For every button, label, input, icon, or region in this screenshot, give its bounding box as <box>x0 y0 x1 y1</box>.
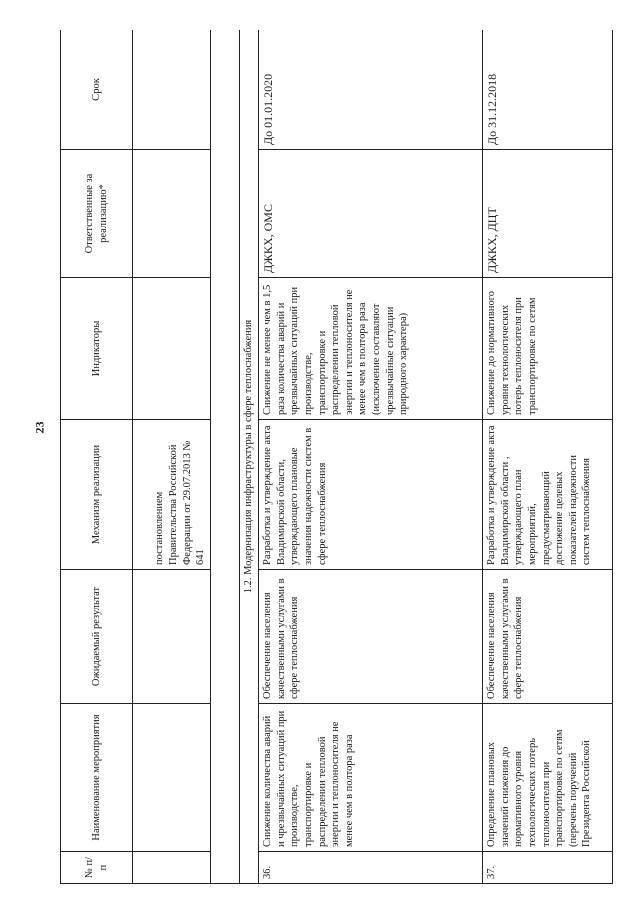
row-result: Обеспечение населения качественными услугами в сфере теплоснабжения <box>259 570 483 704</box>
table-row <box>483 30 613 884</box>
continued-indicators <box>133 278 211 420</box>
row-num: 37. <box>483 852 613 884</box>
row-responsible: ДЖКХ, ОМС <box>259 150 483 278</box>
header-indicators: Индикаторы <box>61 278 133 420</box>
row-name: Снижение количества аварий и чрезвычайных ситуаций при производстве, транспортировке и распределении тепловой энергии и теплоносителя не менее чем в полтора раза <box>259 704 483 852</box>
measures-table <box>60 30 613 884</box>
row-result: Обеспечение населения качественными услугами в сфере теплоснабжения <box>483 570 613 704</box>
header-result: Ожидаемый результат <box>61 570 133 704</box>
continued-name <box>133 704 211 852</box>
header-responsible: Ответственные за реализацию* <box>61 150 133 278</box>
row-indicators: Снижение не менее чем в 1,5 раза количества аварий и чрезвычайных ситуаций при производстве, транспортировке и распределении тепловой энергии и теплоносителя не менее чем в полтора раза (исключение составляют чрезвычайные ситуации природного характера) <box>259 278 483 420</box>
separator-cell <box>211 30 240 884</box>
row-mechanism: Разработка и утверждение акта Владимирской области, утверждающего плановые значения надежности систем в сфере теплоснабжения <box>259 420 483 570</box>
continued-responsible <box>133 150 211 278</box>
section-title: 1.2. Модернизация инфраструктуры в сфере теплоснабжения <box>240 30 259 884</box>
table-row <box>259 30 483 884</box>
row-mechanism: Разработка и утверждение акта Владимирской области , утверждающего план мероприятий, предусматривающий достижение целевых показателей надежности систем теплоснабжения <box>483 420 613 570</box>
row-name: Определение плановых значений снижения до нормативного уровня технологических потерь теплоносителя при транспортировке по сетям (перечень поручений Президента Российской <box>483 704 613 852</box>
header-name: Наименование мероприятия <box>61 704 133 852</box>
rotated-table-wrapper <box>60 30 613 884</box>
continued-num <box>133 852 211 884</box>
page-number: 23 <box>32 421 47 434</box>
row-deadline: До 01.01.2020 <box>259 30 483 150</box>
continued-row <box>133 30 211 884</box>
header-mechanism: Механизм реализации <box>61 420 133 570</box>
continued-deadline <box>133 30 211 150</box>
continued-mechanism: постановлением Правительства Российской Федерации от 29.07.2013 № 641 <box>133 420 211 570</box>
row-responsible: ДЖКХ, ДЦТ <box>483 150 613 278</box>
header-deadline: Срок <box>61 30 133 150</box>
row-indicators: Снижение до нормативного уровня технологических потерь теплоносителя при транспортировке по сетям <box>483 278 613 420</box>
header-num: № п/п <box>61 852 133 884</box>
header-row <box>61 30 133 884</box>
row-deadline: До 31.12.2018 <box>483 30 613 150</box>
continued-result <box>133 570 211 704</box>
section-row <box>240 30 259 884</box>
document-table-holder <box>60 30 613 884</box>
separator-row <box>211 30 240 884</box>
row-num: 36. <box>259 852 483 884</box>
